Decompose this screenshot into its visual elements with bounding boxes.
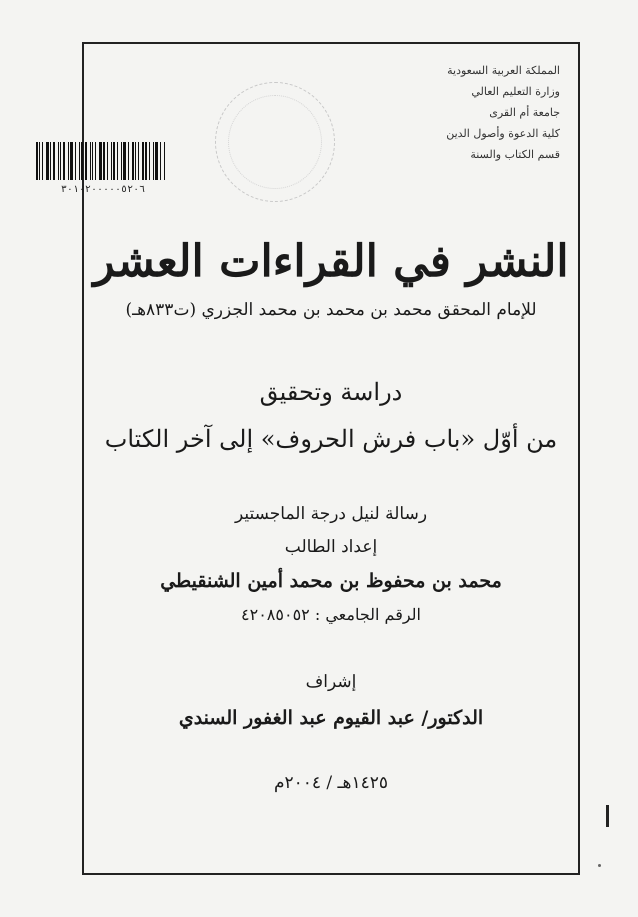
barcode-bar <box>132 142 134 180</box>
barcode-bar <box>68 142 69 180</box>
header-line-ministry: وزارة التعليم العالي <box>471 85 560 98</box>
barcode-bar <box>145 142 147 180</box>
barcode-bar <box>58 142 59 180</box>
barcode-bar <box>117 142 118 180</box>
barcode-bar <box>60 142 61 180</box>
barcode-bar <box>42 142 43 180</box>
university-id: الرقم الجامعي : ٤٢٠٨٥٠٥٢ <box>241 605 421 624</box>
header-line-country: المملكة العربية السعودية <box>447 64 560 77</box>
barcode-bar <box>36 142 38 180</box>
barcode-bar <box>39 142 40 180</box>
barcode-bar <box>160 142 161 180</box>
barcode-bar <box>46 142 49 180</box>
header-line-department: قسم الكتاب والسنة <box>470 148 560 161</box>
scan-speck <box>598 864 601 867</box>
seal-inner-ring <box>228 95 322 189</box>
header-line-college: كلية الدعوة وأصول الدين <box>446 127 560 140</box>
barcode-bar <box>164 142 165 180</box>
barcode-bar <box>153 142 154 180</box>
scan-edge-mark <box>606 805 609 827</box>
barcode-bar <box>53 142 55 180</box>
thesis-date: ١٤٢٥هـ / ٢٠٠٤م <box>273 773 389 793</box>
barcode-bar <box>92 142 93 180</box>
barcode-bar <box>135 142 136 180</box>
prepared-by-label: إعداد الطالب <box>284 537 378 557</box>
barcode-number: ٣٠١٠٢٠٠٠٠٠٥٢٠٦ <box>60 184 146 195</box>
barcode-bar <box>85 142 87 180</box>
barcode-bar <box>111 142 112 180</box>
barcode-bar <box>113 142 115 180</box>
barcode-bar <box>75 142 76 180</box>
barcode-bar <box>155 142 158 180</box>
barcode-bar <box>142 142 144 180</box>
barcode-bar <box>138 142 139 180</box>
thesis-degree: رسالة لنيل درجة الماجستير <box>234 504 428 524</box>
student-name: محمد بن محفوظ بن محمد أمين الشنقيطي <box>160 570 502 592</box>
barcode-bar <box>107 142 108 180</box>
barcode <box>36 142 170 180</box>
book-author: للإمام المحقق محمد بن محمد بن محمد الجزري (ت٨٣٣هـ) <box>125 300 537 320</box>
barcode-bar <box>99 142 102 180</box>
barcode-bar <box>128 142 129 180</box>
barcode-bar <box>63 142 65 180</box>
barcode-bar <box>149 142 150 180</box>
barcode-bar <box>50 142 51 180</box>
barcode-bar <box>81 142 83 180</box>
barcode-bar <box>123 142 126 180</box>
study-range: من أوّل «باب فرش الحروف» إلى آخر الكتاب <box>104 425 558 453</box>
faint-seal-stamp <box>215 82 335 202</box>
institution-header <box>446 60 560 165</box>
barcode-bar <box>79 142 80 180</box>
study-heading: دراسة وتحقيق <box>259 378 403 406</box>
barcode-bar <box>90 142 91 180</box>
barcode-bar <box>103 142 105 180</box>
barcode-bar <box>121 142 122 180</box>
book-title: النشر في القراءات العشر <box>93 236 569 287</box>
header-line-university: جامعة أم القرى <box>489 106 560 119</box>
barcode-bar <box>95 142 96 180</box>
barcode-bar <box>70 142 73 180</box>
supervision-label: إشراف <box>305 672 357 692</box>
supervisor-name: الدكتور/ عبد القيوم عبد الغفور السندي <box>178 707 484 729</box>
